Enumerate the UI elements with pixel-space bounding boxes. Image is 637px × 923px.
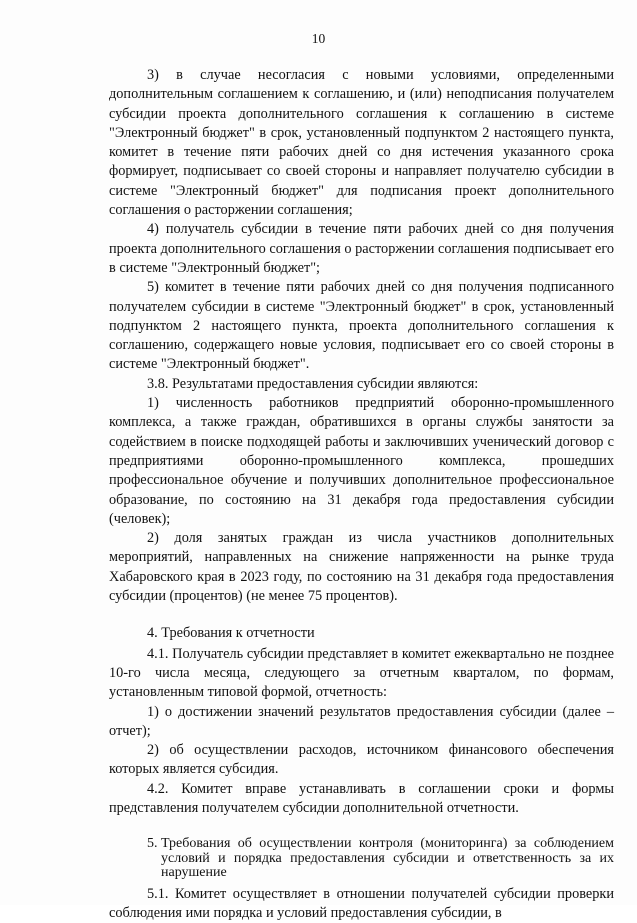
paragraph-3-8-1: 1) численность работников предприятий оборонно-промышленного комплекса, а также граждан, обратившихся в органы службы занятости за содействием в поиске подходящей работы и заключивших ученический договор с предприятиями оборонно-промышленного комплекса, прошедших профессиональное обучение и получивших дополнительное профессиональное образование, по состоянию на 31 декабря года предоставления субсидии (человек); [109, 395, 614, 527]
section-4-heading: 4. Требования к отчетности [147, 625, 315, 642]
paragraph-4-1-2: 2) об осуществлении расходов, источником финансового обеспечения которых является субсидия. [109, 742, 614, 778]
paragraph-4-2: 4.2. Комитет вправе устанавливать в соглашении сроки и формы представления получателем субсидии дополнительной отчетности. [109, 780, 614, 816]
section-5-number: 5. [147, 836, 158, 852]
paragraph-5-1: 5.1. Комитет осуществляет в отношении получателей субсидии проверки соблюдения ими порядка и условий предоставления субсидии, в [109, 885, 614, 922]
document-body [109, 66, 614, 923]
paragraph-3-8-2: 2) доля занятых граждан из числа участников дополнительных мероприятий, направленных на снижение напряженности на рынке труда Хабаровского края в 2023 году, по состоянию на 31 декабря года предоставления субсидии (процентов) (не менее 75 процентов). [109, 530, 614, 605]
section-5-title: Требования об осуществлении контроля (мониторинга) за соблюдением условий и порядка предоставления субсидии и ответственность за их нарушение [161, 836, 614, 881]
paragraph-3-5: 5) комитет в течение пяти рабочих дней со дня получения подписанного получателем субсидии в системе "Электронный бюджет" в срок, установленный подпунктом 2 настоящего пункта, проекта дополнительного соглашения к соглашению, содержащего новые условия, подписывает его со своей стороны в системе "Электронный бюджет". [109, 279, 614, 373]
paragraph-3-8: 3.8. Результатами предоставления субсидии являются: [147, 375, 479, 392]
paragraph-4-1-1: 1) о достижении значений результатов предоставления субсидии (далее – отчет); [109, 703, 614, 739]
paragraph-4-1: 4.1. Получатель субсидии представляет в комитет ежеквартально не позднее 10-го числа месяца, следующего за отчетным кварталом, по формам, установленным типовой формой, отчетность: [109, 645, 614, 701]
paragraph-3-3: 3) в случае несогласия с новыми условиями, определенными дополнительным соглашением к соглашению, и (или) неподписания получателем субсидии проекта дополнительного соглашения к соглашению в системе "Электронный бюджет" в срок, установленный подпунктом 2 настоящего пункта, комитет в течение пяти рабочих дней со дня истечения указанного срока формирует, подписывает со своей стороны и направляет получателю субсидии в системе "Электронный бюджет" для подписания проект дополнительного соглашения о расторжении соглашения; [109, 67, 614, 219]
page-number: 10 [311, 31, 326, 46]
paragraph-3-4: 4) получатель субсидии в течение пяти рабочих дней со дня получения проекта дополнительного соглашения о расторжении соглашения подписывает его в системе "Электронный бюджет"; [109, 221, 614, 276]
section-5-heading [109, 837, 614, 881]
